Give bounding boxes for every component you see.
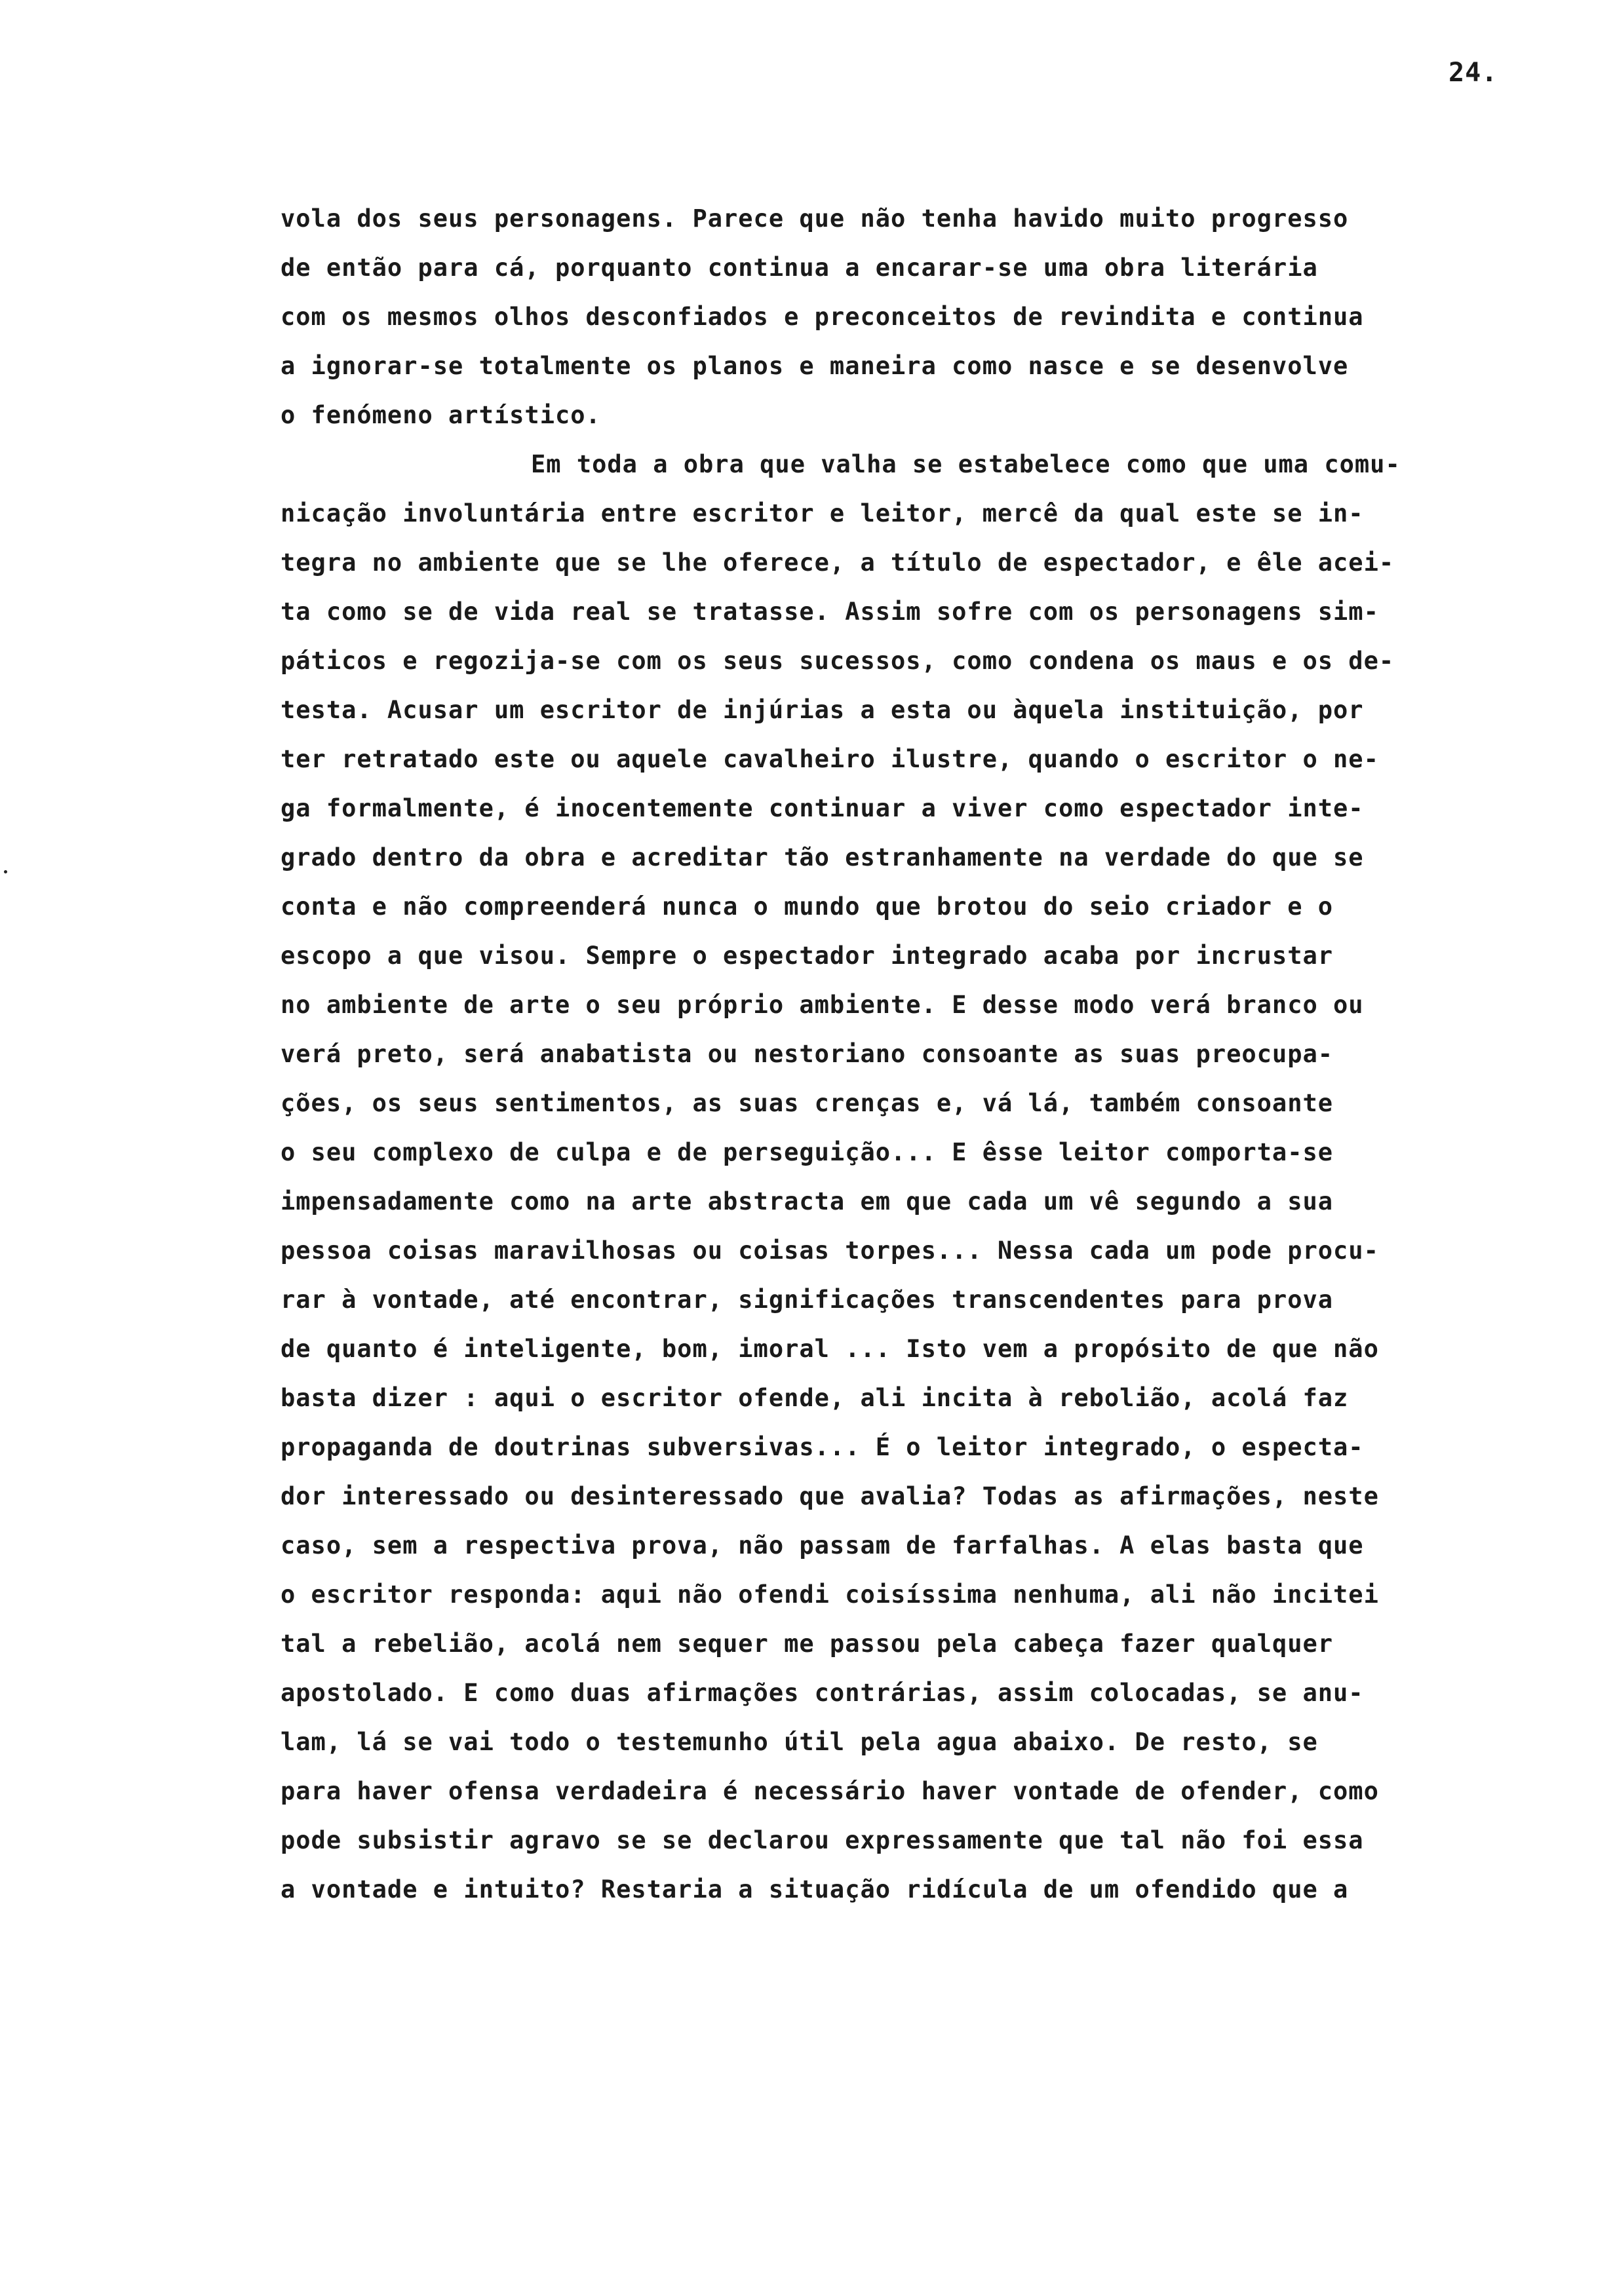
text-line: no ambiente de arte o seu próprio ambiente. E desse modo verá branco ou <box>281 991 1364 1019</box>
text-line: a ignorar-se totalmente os planos e maneira como nasce e se desenvolve <box>281 352 1349 380</box>
text-line: a vontade e intuito? Restaria a situação ridícula de um ofendido que a <box>281 1875 1349 1904</box>
text-line: lam, lá se vai todo o testemunho útil pela agua abaixo. De resto, se <box>281 1728 1318 1756</box>
text-line: o escritor responda: aqui não ofendi coisíssima nenhuma, ali não incitei <box>281 1580 1379 1609</box>
text-line: ter retratado este ou aquele cavalheiro ilustre, quando o escritor o ne- <box>281 745 1379 773</box>
text-line: ta como se de vida real se tratasse. Assim sofre com os personagens sim- <box>281 598 1379 626</box>
text-line: páticos e regozija-se com os seus sucessos, como condena os maus e os de- <box>281 647 1395 675</box>
body-text <box>281 194 1526 1914</box>
page-number: 24. <box>1449 58 1498 88</box>
text-line: rar à vontade, até encontrar, significações transcendentes para prova <box>281 1286 1334 1314</box>
text-line: propaganda de doutrinas subversivas... É o leitor integrado, o especta- <box>281 1433 1364 1461</box>
text-line: pessoa coisas maravilhosas ou coisas torpes... Nessa cada um pode procu- <box>281 1236 1379 1265</box>
text-line: basta dizer : aqui o escritor ofende, ali incita à rebolião, acolá faz <box>281 1384 1349 1412</box>
text-line: ga formalmente, é inocentemente continuar a viver como espectador inte- <box>281 794 1364 822</box>
text-line: o fenómeno artístico. <box>281 401 601 429</box>
text-line: dor interessado ou desinteressado que avalia? Todas as afirmações, neste <box>281 1482 1379 1510</box>
text-line: caso, sem a respectiva prova, não passam de farfalhas. A elas basta que <box>281 1531 1364 1559</box>
text-line: vola dos seus personagens. Parece que não tenha havido muito progresso <box>281 204 1349 233</box>
text-line: testa. Acusar um escritor de injúrias a esta ou àquela instituição, por <box>281 696 1364 724</box>
text-line: tegra no ambiente que se lhe oferece, a título de espectador, e êle acei- <box>281 548 1395 577</box>
text-line: o seu complexo de culpa e de perseguição... E êsse leitor comporta-se <box>281 1138 1334 1166</box>
text-line: grado dentro da obra e acreditar tão estranhamente na verdade do que se <box>281 843 1364 871</box>
text-line: ções, os seus sentimentos, as suas crenças e, vá lá, também consoante <box>281 1089 1334 1117</box>
text-line: apostolado. E como duas afirmações contrárias, assim colocadas, se anu- <box>281 1679 1364 1707</box>
text-line: tal a rebelião, acolá nem sequer me passou pela cabeça fazer qualquer <box>281 1630 1334 1658</box>
text-line: de quanto é inteligente, bom, imoral ... Isto vem a propósito de que não <box>281 1335 1379 1363</box>
text-line: com os mesmos olhos desconfiados e preconceitos de revindita e continua <box>281 303 1364 331</box>
text-line: escopo a que visou. Sempre o espectador integrado acaba por incrustar <box>281 942 1334 970</box>
text-line: nicação involuntária entre escritor e leitor, mercê da qual este se in- <box>281 499 1364 527</box>
text-line: conta e não compreenderá nunca o mundo que brotou do seio criador e o <box>281 892 1334 921</box>
text-line: pode subsistir agravo se se declarou expressamente que tal não foi essa <box>281 1826 1364 1854</box>
stray-ink-mark <box>4 870 7 873</box>
text-line: para haver ofensa verdadeira é necessário haver vontade de ofender, como <box>281 1777 1379 1805</box>
text-line: impensadamente como na arte abstracta em que cada um vê segundo a sua <box>281 1187 1334 1215</box>
text-line: verá preto, será anabatista ou nestoriano consoante as suas preocupa- <box>281 1040 1334 1068</box>
text-line: de então para cá, porquanto continua a encarar-se uma obra literária <box>281 254 1318 282</box>
paragraph-first-line: Em toda a obra que valha se estabelece como que uma comu- <box>531 450 1401 478</box>
